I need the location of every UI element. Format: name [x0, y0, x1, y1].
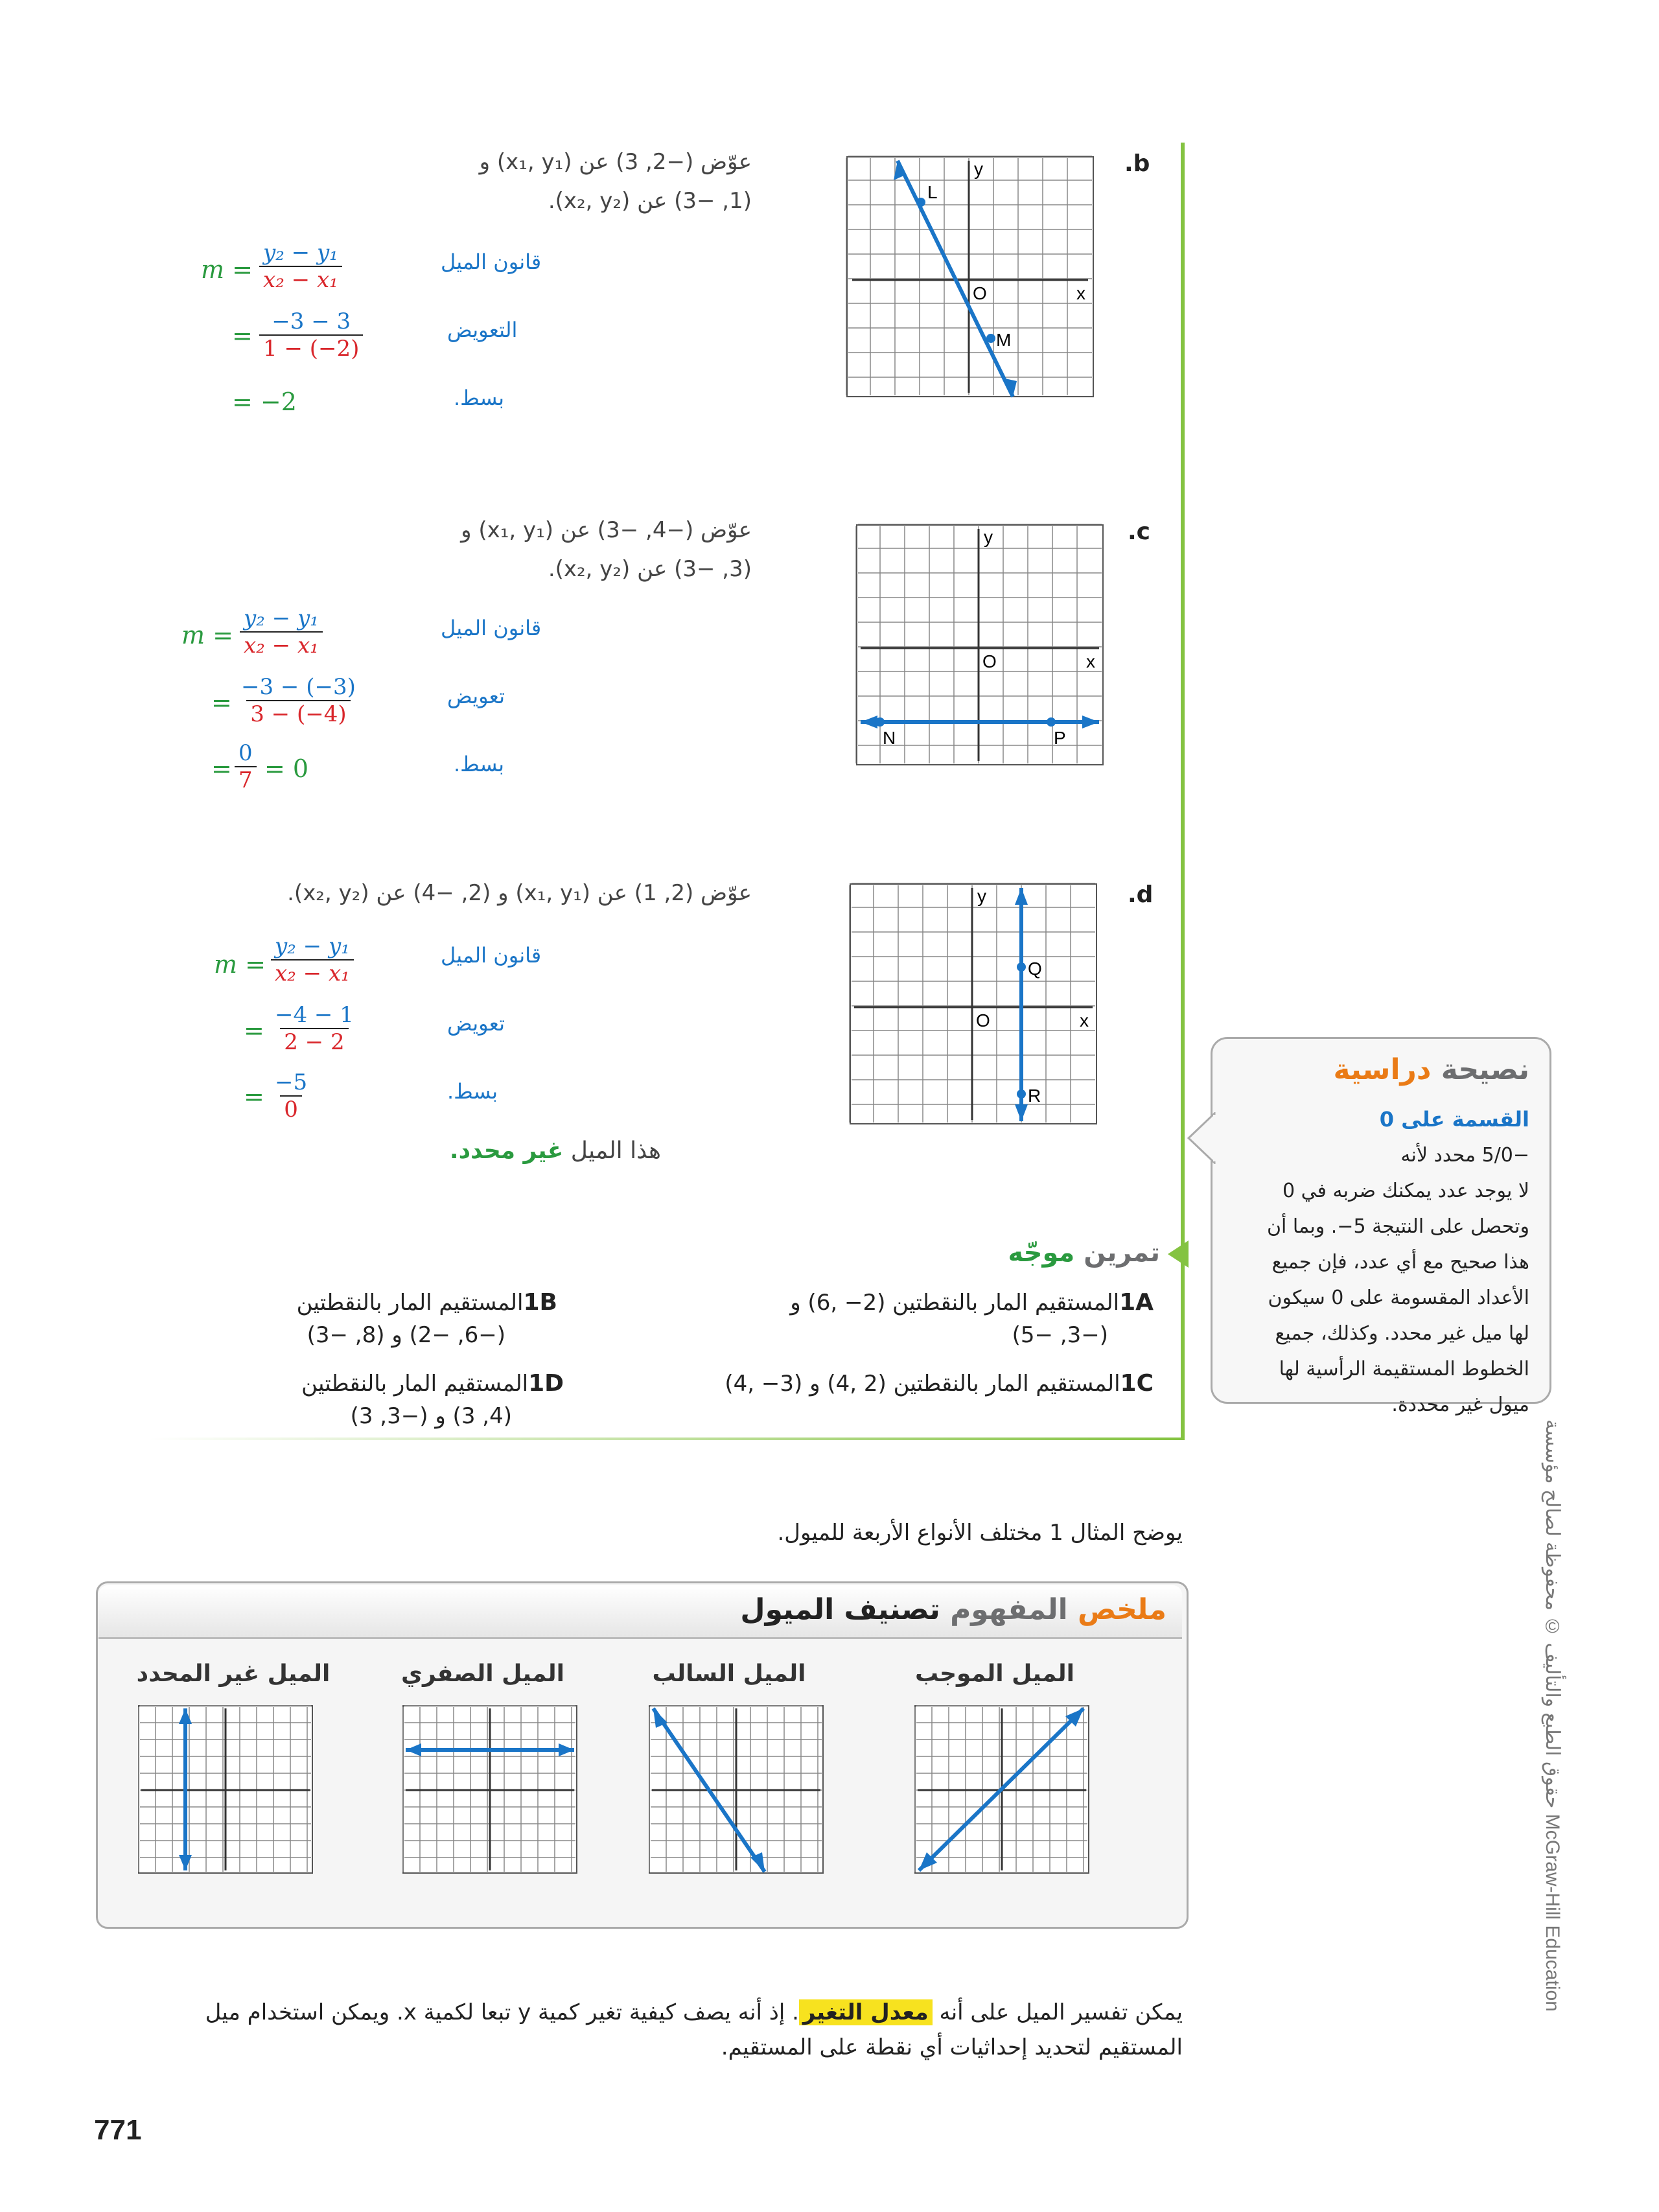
part-d-fraction-2 [271, 1002, 358, 1055]
part-d-conclusion [389, 1137, 661, 1164]
practice-1b[interactable] [194, 1286, 557, 1351]
part-b-f1-den: x₂ − x₁ [259, 266, 342, 293]
part-c-f2-den: 3 − (−4) [246, 700, 350, 727]
part-b-result: = −2 [232, 388, 297, 416]
part-b-f1-num: y₂ − y₁ [263, 240, 338, 266]
part-d-eq3: = [244, 1082, 264, 1111]
practice-1a-line-1: المستقيم المار بالنقطتين (2− ,6) و [790, 1290, 1120, 1316]
concept-summary-title-b: المفهوم [950, 1593, 1068, 1626]
practice-1d-line-1: المستقيم المار بالنقطتين [301, 1371, 529, 1397]
label-y: y [977, 886, 986, 906]
part-d-conclusion-emph: غير محدد. [449, 1137, 564, 1164]
closing-line-1 [117, 1995, 1183, 2030]
practice-1b-line-2: (−6, −2) و (8, −3) [307, 1322, 505, 1348]
part-c-f3-num: 0 [238, 740, 253, 766]
practice-1a[interactable] [700, 1286, 1154, 1351]
example-note: يوضح المثال 1 مختلف الأنواع الأربعة للميول. [777, 1520, 1183, 1546]
practice-1c-number: 1C [1120, 1370, 1154, 1397]
part-d-fraction-3 [271, 1069, 311, 1123]
practice-1b-number: 1B [523, 1289, 557, 1316]
part-d-f1-num: y₂ − y₁ [275, 933, 350, 959]
part-b-graph [846, 156, 1098, 402]
label-x: x [1080, 1010, 1089, 1030]
part-b-eq2: = [232, 321, 253, 350]
concept-summary-title-a: ملخص [1078, 1593, 1166, 1626]
label-O: O [976, 1010, 990, 1030]
summary-graph-undefined [137, 1705, 319, 1880]
practice-marker-icon [1166, 1239, 1190, 1269]
part-c-f3-den: 7 [235, 766, 257, 793]
point-L [916, 198, 925, 207]
point-R [1017, 1089, 1026, 1099]
page-number: 771 [94, 2114, 142, 2146]
part-b-m-label: m = [201, 255, 253, 284]
part-d-fraction-1 [271, 933, 354, 986]
practice-1d-line-2: (4, 3) و (−3, 3) [350, 1403, 512, 1429]
part-b-simplify-label: بسط. [454, 386, 504, 410]
summary-graph-positive [914, 1705, 1095, 1880]
summary-label-positive: الميل الموجب [915, 1660, 1074, 1687]
part-c-law-label: قانون الميل [441, 616, 542, 640]
part-c-f1-num: y₂ − y₁ [244, 605, 319, 631]
label-O: O [982, 651, 997, 671]
part-c-eq2: = [211, 688, 232, 717]
point-N [876, 717, 885, 727]
study-tip-line-8: ميول غير محددة. [1391, 1393, 1529, 1416]
study-tip-line-4: هذا صحيح مع أي عدد، فإن جميع [1271, 1251, 1529, 1274]
part-b-f2-num: −3 − 3 [272, 309, 351, 334]
study-tip-pointer [1187, 1112, 1216, 1164]
part-d-conclusion-prefix: هذا الميل [570, 1137, 661, 1164]
practice-1d[interactable] [194, 1368, 564, 1432]
label-P: P [1054, 728, 1066, 748]
practice-1d-number: 1D [528, 1370, 564, 1397]
part-b-sub-label: التعويض [447, 318, 518, 342]
part-c-instruction-2: (3, −3) عن (x₂, y₂). [548, 556, 752, 582]
part-c-result: = 0 [264, 754, 309, 783]
part-c-instruction-1: عوّض (−4, −3) عن (x₁, y₁) و [461, 517, 752, 543]
practice-1a-number: 1A [1119, 1289, 1154, 1316]
study-tip-line-3: وتحصل على النتيجة 5−. وبما أن [1267, 1215, 1529, 1238]
summary-graph-zero [402, 1705, 583, 1880]
part-c-eq3: = [211, 754, 232, 783]
rate-of-change-term: معدل التغير [799, 1999, 933, 2025]
point-M [986, 334, 995, 343]
study-tip-title-b: دراسية [1333, 1053, 1432, 1086]
part-d-f2-num: −4 − 1 [275, 1002, 354, 1028]
practice-title [842, 1238, 1160, 1268]
label-O: O [973, 283, 987, 303]
part-d-f1-den: x₂ − x₁ [271, 959, 354, 986]
example-bottom-rule [149, 1438, 1185, 1440]
practice-title-b: موجّه [1008, 1238, 1075, 1268]
concept-summary-title-c: تصنيف الميول [740, 1593, 940, 1626]
part-b-f2-den: 1 − (−2) [259, 334, 363, 362]
part-b-letter: .b [1124, 150, 1150, 177]
part-d-simplify-label: بسط. [447, 1079, 498, 1104]
label-y: y [984, 527, 993, 547]
part-c-f2-num: −3 − (−3) [241, 674, 356, 700]
part-c-simplify-label: بسط. [454, 752, 504, 776]
part-c-f1-den: x₂ − x₁ [240, 631, 323, 658]
part-c-sub-label: تعويض [447, 684, 505, 708]
summary-graph-negative [648, 1705, 830, 1880]
part-c-letter: .c [1128, 518, 1151, 545]
part-d-sub-label: تعويض [447, 1011, 505, 1036]
closing-line-1-b: . إذ أنه يصف كيفية تغير كمية y تبعا لكمية x. ويمكن استخدام ميل [205, 1999, 799, 2025]
part-d-f3-num: −5 [275, 1069, 308, 1095]
part-d-m-label: m = [214, 950, 266, 979]
point-Q [1017, 962, 1026, 972]
label-N: N [883, 728, 896, 748]
summary-label-undefined: الميل غير المحدد [136, 1660, 331, 1687]
study-tip-subtitle: القسمة على 0 [1379, 1107, 1529, 1132]
label-M: M [996, 330, 1012, 350]
part-d-law-label: قانون الميل [441, 943, 542, 968]
part-b-fraction-2 [259, 309, 363, 362]
label-L: L [927, 182, 938, 202]
label-Q: Q [1028, 959, 1042, 979]
point-P [1047, 717, 1056, 727]
study-tip-line-1: −5/0 محدد لأنه [1400, 1144, 1529, 1167]
part-b-law-label: قانون الميل [441, 250, 542, 274]
practice-1b-line-1: المستقيم المار بالنقطتين [296, 1290, 524, 1316]
label-x: x [1076, 283, 1085, 303]
practice-title-a: تمرين [1084, 1238, 1160, 1268]
part-d-f3-den: 0 [280, 1095, 302, 1123]
practice-1a-line-2: (−3, −5) [1012, 1322, 1108, 1348]
study-tip-line-7: الخطوط المستقيمة الرأسية لها [1279, 1358, 1529, 1380]
summary-label-zero: الميل الصفري [401, 1660, 564, 1687]
closing-paragraph [117, 1995, 1183, 2065]
part-b-fraction-1 [259, 240, 342, 293]
part-d-eq2: = [244, 1016, 264, 1045]
part-b-instruction-1: عوّض (−2, 3) عن (x₁, y₁) و [479, 149, 752, 175]
study-tip-title [1225, 1053, 1529, 1086]
part-c-fraction-2 [237, 674, 360, 727]
label-x: x [1086, 651, 1095, 671]
part-c-graph [855, 524, 1108, 770]
part-d-graph [849, 883, 1102, 1129]
part-d-letter: .d [1128, 881, 1154, 908]
label-R: R [1028, 1086, 1041, 1106]
closing-line-1-a: يمكن تفسير الميل على أنه [939, 1999, 1183, 2025]
label-y: y [974, 159, 983, 179]
study-tip-title-a: نصيحة [1441, 1053, 1529, 1086]
closing-line-2: المستقيم لتحديد إحداثيات أي نقطة على المستقيم. [721, 2034, 1183, 2060]
part-c-fraction-3 [235, 740, 257, 793]
concept-summary-title [259, 1593, 1166, 1626]
part-c-fraction-1 [240, 605, 323, 658]
summary-label-negative: الميل السالب [652, 1660, 806, 1687]
copyright-sidebar: حقوق الطبع والتأليف © محفوظة لصالح مؤسسة McGraw-Hill Education [1542, 1419, 1563, 2012]
part-c-m-label: m = [181, 621, 233, 649]
study-tip-body [1225, 1102, 1529, 1423]
part-d-f2-den: 2 − 2 [280, 1028, 348, 1055]
study-tip-line-6: لها ميل غير محدد. وكذلك، جميع [1275, 1322, 1529, 1345]
study-tip-line-2: لا يوجد عدد يمكنك ضربه في 0 [1282, 1180, 1529, 1202]
study-tip-line-5: الأعداد المقسومة على 0 سيكون [1268, 1286, 1529, 1309]
practice-1c[interactable] [622, 1368, 1154, 1400]
part-b-instruction-2: (1, −3) عن (x₂, y₂). [548, 188, 752, 214]
part-d-instruction: عوّض (2, 1) عن (x₁, y₁) و (2, −4) عن (x₂, y₂). [287, 880, 752, 906]
practice-1c-line-1: المستقيم المار بالنقطتين (2 ,4) و (3− ,4) [725, 1371, 1120, 1397]
